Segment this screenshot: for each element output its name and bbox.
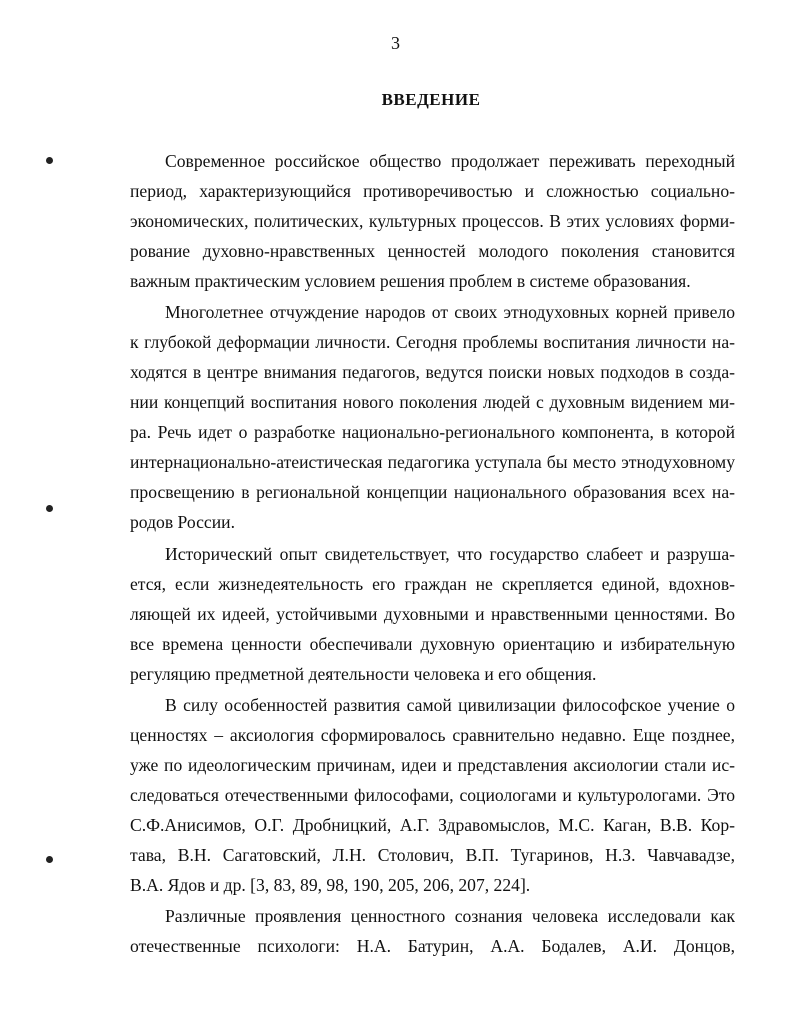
text-line: регуляцию предметной деятельности человека и его общения. bbox=[130, 664, 597, 684]
text-line: В силу особенностей развития самой цивилизации философское учение о bbox=[165, 695, 735, 715]
text-line: Исторический опыт свидетельствует, что государство слабеет и разруша- bbox=[165, 544, 735, 564]
text-line: интернационально-атеистическая педагогика уступала бы место этнодуховному bbox=[130, 452, 735, 472]
text-line: Различные проявления ценностного сознания человека исследовали как bbox=[165, 906, 735, 926]
text-line: Современное российское общество продолжает переживать переходный bbox=[165, 151, 735, 171]
page-number: 3 bbox=[391, 33, 400, 53]
text-line: ходятся в центре внимания педагогов, ведутся поиски новых подходов в созда- bbox=[130, 362, 735, 382]
text-line: родов России. bbox=[130, 512, 235, 532]
text-line: просвещению в региональной концепции национального образования всех на- bbox=[130, 482, 735, 502]
text-line: Многолетнее отчуждение народов от своих этнодуховных корней привело bbox=[165, 302, 735, 322]
text-line: С.Ф.Анисимов, О.Г. Дробницкий, А.Г. Здравомыслов, М.С. Каган, В.В. Кор- bbox=[130, 815, 735, 835]
text-line: ра. Речь идет о разработке национально-регионального компонента, в которой bbox=[130, 422, 735, 442]
text-line: ценностях – аксиология сформировалось сравнительно недавно. Еще позднее, bbox=[130, 725, 735, 745]
text-line: нии концепций воспитания нового поколения людей с духовным видением ми- bbox=[130, 392, 735, 412]
text-line: важным практическим условием решения проблем в системе образования. bbox=[130, 271, 691, 291]
text-line: все времена ценности обеспечивали духовную ориентацию и избирательную bbox=[130, 634, 735, 654]
margin-dot bbox=[46, 505, 53, 512]
text-line: рование духовно-нравственных ценностей молодого поколения становится bbox=[130, 241, 735, 261]
margin-dot bbox=[46, 856, 53, 863]
page-title: ВВЕДЕНИЕ bbox=[381, 90, 481, 109]
text-line: В.А. Ядов и др. [3, 83, 89, 98, 190, 205, 206, 207, 224]. bbox=[130, 875, 531, 895]
text-line: ляющей их идеей, устойчивыми духовными и нравственными ценностями. Во bbox=[130, 604, 735, 624]
text-line: тава, В.Н. Сагатовский, Л.Н. Столович, В.П. Тугаринов, Н.З. Чавчавадзе, bbox=[130, 845, 735, 865]
text-line: экономических, политических, культурных процессов. В этих условиях форми- bbox=[130, 211, 735, 231]
text-line: к глубокой деформации личности. Сегодня проблемы воспитания личности на- bbox=[130, 332, 735, 352]
text-line: ется, если жизнедеятельность его граждан не скрепляется единой, вдохнов- bbox=[130, 574, 735, 594]
text-line: период, характеризующийся противоречивостью и сложностью социально- bbox=[130, 181, 735, 201]
margin-dot bbox=[46, 157, 53, 164]
text-line: следоваться отечественными философами, социологами и культурологами. Это bbox=[130, 785, 735, 805]
text-line: уже по идеологическим причинам, идеи и представления аксиологии стали ис- bbox=[130, 755, 735, 775]
text-line: отечественные психологи: Н.А. Батурин, А.А. Бодалев, А.И. Донцов, bbox=[130, 936, 735, 956]
